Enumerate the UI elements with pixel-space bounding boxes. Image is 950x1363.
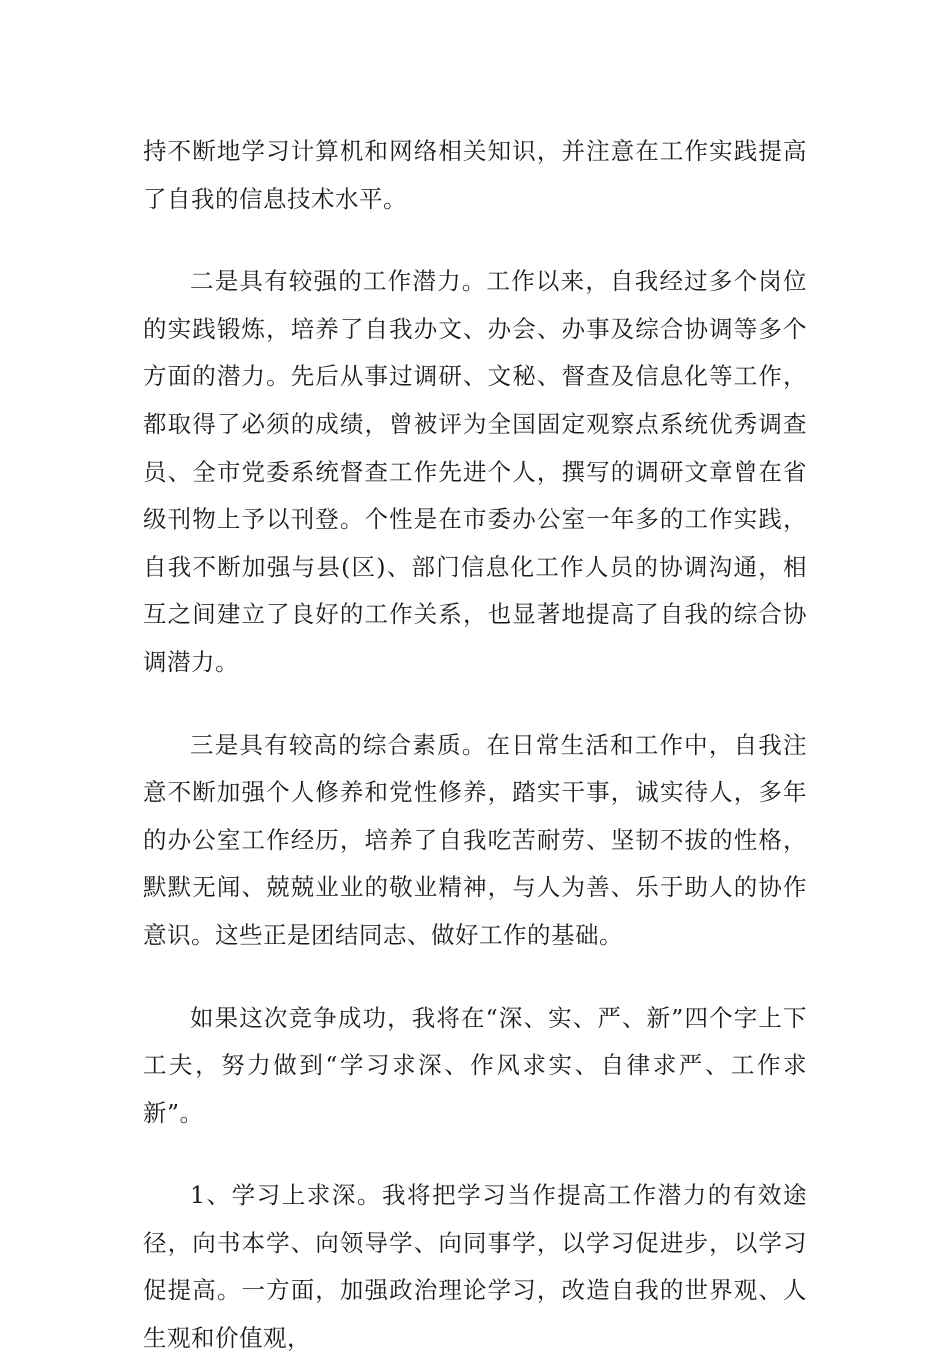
paragraph-study-deep: 1、学习上求深。我将把学习当作提高工作潜力的有效途径，向书本学、向领导学、向同事学，以学习促进步，以学习促提高。一方面，加强政治理论学习，改造自我的世界观、人生观和价值观， (143, 1181, 807, 1353)
paragraph-continuation: 持不断地学习计算机和网络相关知识，并注意在工作实践提高了自我的信息技术水平。 (143, 137, 807, 213)
document-body (143, 128, 807, 1363)
paragraph-work-ability: 二是具有较强的工作潜力。工作以来，自我经过多个岗位的实践锻炼，培养了自我办文、办会、办事及综合协调等多个方面的潜力。先后从事过调研、文秘、督查及信息化等工作，都取得了必须的成绩，曾被评为全国固定观察点系统优秀调查员、全市党委系统督查工作先进个人，撰写的调研文章曾在省级刊物上予以刊登。个性是在市委办公室一年多的工作实践，自我不断加强与县(区)、部门信息化工作人员的协调沟通，相互之间建立了良好的工作关系，也显著地提高了自我的综合协调潜力。 (143, 267, 807, 676)
paragraph-commitment: 如果这次竞争成功，我将在“深、实、严、新”四个字上下工夫，努力做到“学习求深、作风求实、自律求严、工作求新”。 (143, 1003, 807, 1127)
paragraph-overall-quality: 三是具有较高的综合素质。在日常生活和工作中，自我注意不断加强个人修养和党性修养，踏实干事，诚实待人，多年的办公室工作经历，培养了自我吃苦耐劳、坚韧不拔的性格，默默无闻、兢兢业业的敬业精神，与人为善、乐于助人的协作意识。这些正是团结同志、做好工作的基础。 (143, 730, 807, 949)
